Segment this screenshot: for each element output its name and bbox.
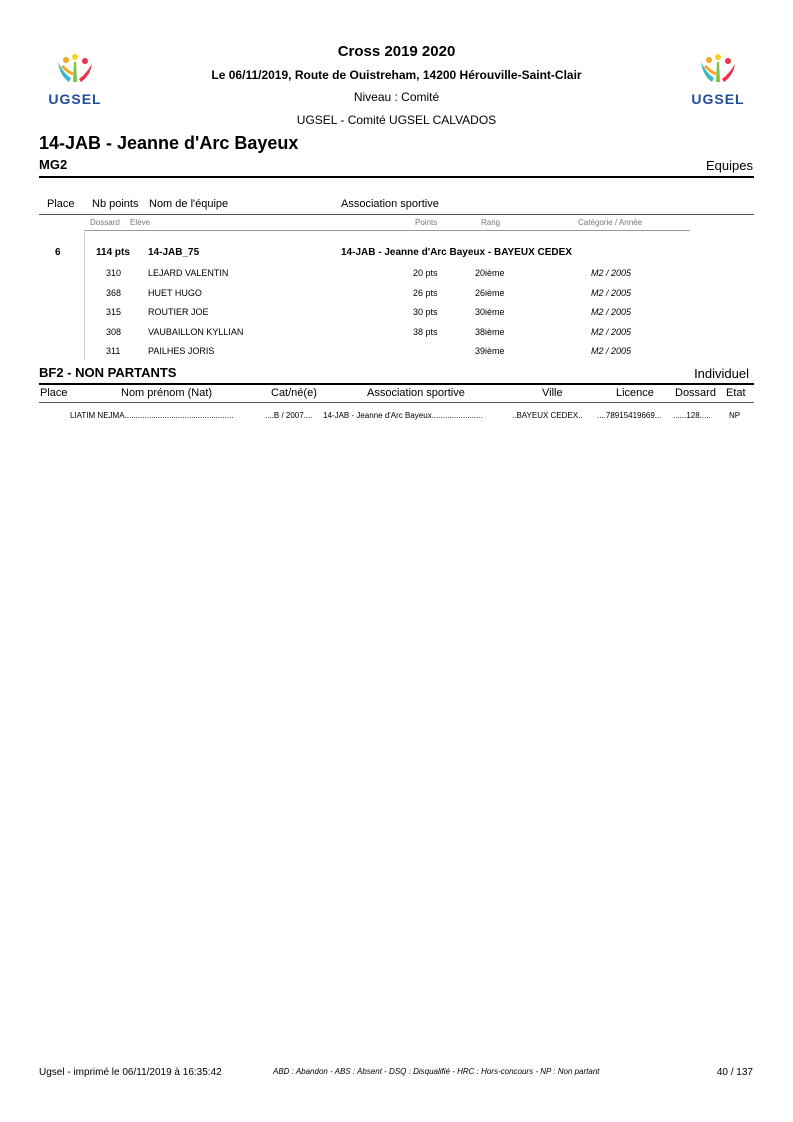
subcol-points: Points [415, 218, 438, 227]
member-rang: 38ième [475, 327, 505, 337]
member-categorie: M2 / 2005 [591, 346, 632, 356]
individual-ville: ..BAYEUX CEDEX.. [512, 411, 583, 420]
col-ville: Ville [542, 387, 563, 399]
individual-dossard: ......128..... [673, 411, 711, 420]
team-section-type: Equipes [706, 158, 753, 173]
member-rang: 39ième [475, 346, 505, 356]
member-points: 38 pts [413, 327, 438, 337]
footer-printed: Ugsel - imprimé le 06/11/2019 à 16:35:42 [39, 1067, 222, 1078]
team-name: 14-JAB_75 [148, 247, 200, 258]
team-place: 6 [55, 247, 61, 258]
event-committee: UGSEL - Comité UGSEL CALVADOS [296, 113, 497, 127]
individual-category: BF2 - NON PARTANTS [39, 365, 177, 380]
individual-section-type: Individuel [694, 366, 749, 381]
member-rang: 26ième [475, 288, 505, 298]
col-association: Association sportive [341, 198, 439, 210]
header-rule [39, 214, 754, 215]
individual-name: LIATIM NEJMA................................................. [70, 411, 234, 420]
individual-etat: NP [729, 411, 741, 420]
page-number: 40 / 137 [716, 1067, 753, 1078]
col-cat: Cat/né(e) [271, 387, 317, 399]
col-place: Place [40, 387, 68, 399]
col-association: Association sportive [367, 387, 465, 399]
subcol-eleve: Elève [130, 218, 151, 227]
section-rule [39, 383, 754, 385]
subcol-dossard: Dossard [90, 218, 120, 227]
svg-text:UGSEL: UGSEL [691, 91, 745, 107]
team-points: 114 pts [96, 247, 130, 258]
team-category: MG2 [39, 157, 68, 172]
footer-legend: ABD : Abandon - ABS : Absent - DSQ : Disqualifié - HRC : Hors-concours - NP : Non partant [273, 1067, 600, 1076]
event-level: Niveau : Comité [353, 90, 440, 104]
svg-text:UGSEL: UGSEL [48, 91, 102, 107]
event-title: Cross 2019 2020 [337, 43, 456, 60]
member-points: 30 pts [413, 307, 438, 317]
col-licence: Licence [616, 387, 654, 399]
member-dossard: 315 [106, 307, 122, 317]
col-points: Nb points [92, 198, 139, 210]
member-name: PAILHES JORIS [148, 346, 215, 356]
member-dossard: 368 [106, 288, 122, 298]
member-dossard: 311 [106, 346, 121, 356]
individual-licence: ....78915419669... [597, 411, 662, 420]
individual-cat: ....B / 2007.... [265, 411, 313, 420]
member-rang: 30ième [475, 307, 505, 317]
member-categorie: M2 / 2005 [591, 288, 632, 298]
subheader-rule [84, 230, 690, 231]
header-rule [39, 402, 754, 403]
member-categorie: M2 / 2005 [591, 327, 632, 337]
col-dossard: Dossard [675, 387, 716, 399]
subcol-categorie: Catégorie / Année [578, 218, 643, 227]
member-points: 26 pts [413, 288, 438, 298]
member-categorie: M2 / 2005 [591, 307, 632, 317]
subheader-left-border [84, 230, 85, 360]
member-name: HUET HUGO [148, 288, 202, 298]
member-categorie: M2 / 2005 [591, 268, 632, 278]
member-dossard: 308 [106, 327, 122, 337]
member-name: ROUTIER JOE [148, 307, 209, 317]
member-rang: 20ième [475, 268, 505, 278]
section-rule [39, 176, 754, 178]
col-team-name: Nom de l'équipe [149, 198, 229, 210]
subcol-rang: Rang [481, 218, 501, 227]
col-etat: Etat [726, 387, 746, 399]
team-association: 14-JAB - Jeanne d'Arc Bayeux - BAYEUX CEDEX [341, 247, 572, 258]
col-place: Place [47, 198, 75, 210]
member-name: LEJARD VALENTIN [148, 268, 229, 278]
individual-association: 14-JAB - Jeanne d'Arc Bayeux....................... [323, 411, 483, 420]
club-title: 14-JAB - Jeanne d'Arc Bayeux [39, 133, 299, 153]
col-name: Nom prénom (Nat) [121, 387, 213, 399]
member-name: VAUBAILLON KYLLIAN [148, 327, 244, 337]
member-points: 20 pts [413, 268, 438, 278]
member-dossard: 310 [106, 268, 122, 278]
event-date-location: Le 06/11/2019, Route de Ouistreham, 14200 Hérouville-Saint-Clair [211, 68, 582, 82]
